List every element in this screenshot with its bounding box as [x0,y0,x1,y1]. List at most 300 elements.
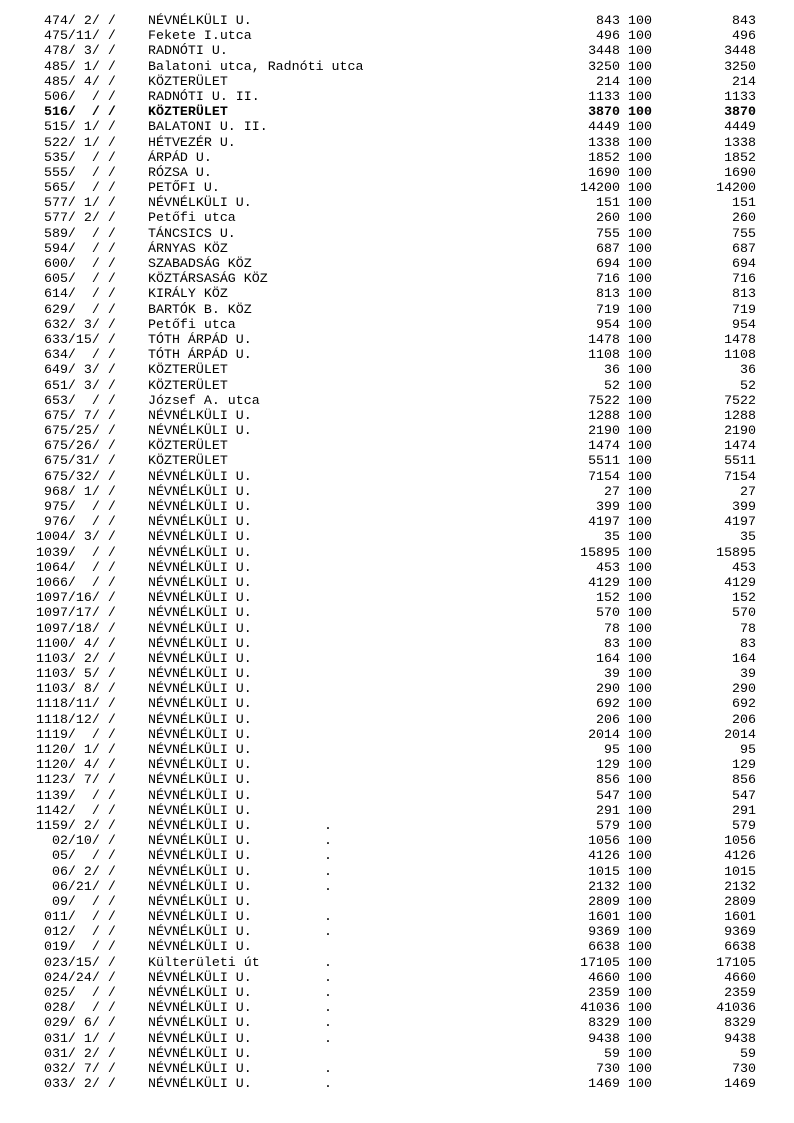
area-value-total: 1474 [724,438,756,454]
street-name: NÉVNÉLKÜLI U. [148,939,252,955]
marker-dot [324,621,332,636]
marker-dot [324,302,332,317]
table-row [36,453,794,468]
percent-value: 100 [628,104,652,120]
percent-value: 100 [628,119,652,135]
percent-value: 100 [628,499,652,514]
percent-value: 100 [628,529,652,545]
area-value: 4449 [588,119,620,135]
parcel-number: 011/ / / [36,909,116,925]
parcel-number: 577/ 1/ / [36,195,116,211]
percent-value: 100 [628,909,652,925]
table-row [36,742,794,757]
table-row [36,286,794,301]
area-value: 453 [596,559,620,575]
area-value: 7154 [588,468,620,484]
parcel-number: 485/ 4/ / [36,73,116,89]
street-name: NÉVNÉLKÜLI U. [148,878,252,894]
marker-dot [324,104,332,119]
street-name: NÉVNÉLKÜLI U. [148,696,252,712]
parcel-number: 594/ / / [36,240,116,256]
street-name: NÉVNÉLKÜLI U. [148,1030,252,1046]
table-row [36,939,794,954]
street-name: NÉVNÉLKÜLI U. [148,817,252,833]
area-value: 692 [596,696,620,712]
table-row [36,560,794,575]
parcel-number: 516/ / / [36,104,116,120]
area-value: 4660 [588,969,620,985]
table-row [36,180,794,195]
percent-value: 100 [628,195,652,211]
percent-value: 100 [628,149,652,165]
table-row [36,1015,794,1030]
area-value: 1690 [588,164,620,180]
marker-dot [324,545,332,560]
area-value-total: 4126 [724,848,756,864]
parcel-number: 634/ / / [36,347,116,363]
area-value-total: 290 [732,681,756,697]
percent-value: 100 [628,635,652,651]
table-row [36,1000,794,1015]
percent-value: 100 [628,711,652,727]
percent-value: 100 [628,180,652,196]
parcel-number: 565/ / / [36,180,116,196]
percent-value: 100 [628,225,652,241]
area-value: 954 [596,316,620,332]
area-value-total: 9438 [724,1030,756,1046]
area-value: 2359 [588,985,620,1000]
area-value: 5511 [588,453,620,469]
table-row [36,666,794,681]
area-value-total: 1601 [724,909,756,925]
area-value: 27 [604,483,620,499]
area-value: 83 [604,635,620,651]
street-name: KIRÁLY KÖZ [148,286,228,302]
area-value: 1601 [588,909,620,925]
percent-value: 100 [628,954,652,970]
street-name: KÖZTERÜLET [148,104,228,120]
area-value: 1469 [588,1076,620,1092]
table-row [36,514,794,529]
marker-dot [324,135,332,150]
area-value: 1056 [588,833,620,849]
marker-dot [324,772,332,787]
area-value-total: 8329 [724,1015,756,1031]
parcel-number: 1142/ / / [36,802,116,818]
street-area-table [36,13,794,1091]
marker-dot [324,165,332,180]
street-name: NÉVNÉLKÜLI U. [148,650,252,666]
area-value-total: 716 [732,271,756,287]
percent-value: 100 [628,574,652,590]
percent-value: 100 [628,1030,652,1046]
street-name: NÉVNÉLKÜLI U. [148,969,252,985]
marker-dot [324,590,332,605]
parcel-number: 012/ / / [36,924,116,940]
street-name: NÉVNÉLKÜLI U. [148,833,252,849]
area-value: 39 [604,666,620,682]
area-value-total: 755 [732,225,756,241]
table-row [36,894,794,909]
marker-dot: . [324,954,332,970]
street-name: TÓTH ÁRPÁD U. [148,331,252,347]
area-value-total: 27 [740,483,756,499]
parcel-number: 024/24/ / [36,969,116,985]
marker-dot [324,347,332,362]
parcel-number: 614/ / / [36,286,116,302]
marker-dot: . [324,985,332,1000]
area-value-total: 6638 [724,939,756,955]
parcel-number: 1097/17/ / [36,605,116,621]
street-name: NÉVNÉLKÜLI U. [148,559,252,575]
area-value: 2190 [588,423,620,439]
table-row [36,803,794,818]
percent-value: 100 [628,969,652,985]
parcel-number: 976/ / / [36,514,116,530]
parcel-number: 06/ 2/ / [36,863,116,879]
area-value: 813 [596,286,620,302]
marker-dot [324,226,332,241]
area-value-total: 496 [732,28,756,44]
street-name: NÉVNÉLKÜLI U. [148,787,252,803]
area-value-total: 453 [732,559,756,575]
area-value-total: 1288 [724,407,756,423]
percent-value: 100 [628,423,652,439]
percent-value: 100 [628,73,652,89]
parcel-number: 06/21/ / [36,878,116,894]
street-name: József A. utca [148,392,260,408]
area-value: 4129 [588,574,620,590]
area-value: 755 [596,225,620,241]
percent-value: 100 [628,377,652,393]
marker-dot [324,210,332,225]
percent-value: 100 [628,438,652,454]
street-name: KÖZTERÜLET [148,438,228,454]
percent-value: 100 [628,28,652,44]
area-value-total: 260 [732,210,756,226]
parcel-number: 577/ 2/ / [36,210,116,226]
area-value-total: 1690 [724,164,756,180]
area-value-total: 4449 [724,119,756,135]
marker-dot: . [324,863,332,879]
table-row [36,727,794,742]
area-value-total: 2014 [724,726,756,742]
table-row [36,1046,794,1061]
area-value-total: 2809 [724,893,756,909]
parcel-number: 675/32/ / [36,468,116,484]
percent-value: 100 [628,514,652,530]
table-row [36,438,794,453]
area-value-total: 3448 [724,43,756,59]
marker-dot [324,195,332,210]
parcel-number: 1120/ 1/ / [36,742,116,757]
area-value-total: 214 [732,73,756,89]
table-row [36,879,794,894]
table-row [36,545,794,560]
table-row [36,696,794,711]
percent-value: 100 [628,757,652,773]
percent-value: 100 [628,453,652,469]
area-value-total: 39 [740,666,756,682]
table-row [36,43,794,58]
parcel-number: 028/ / / [36,1000,116,1016]
area-value-total: 719 [732,301,756,317]
area-value: 95 [604,742,620,757]
table-row [36,864,794,879]
table-row [36,484,794,499]
table-row [36,1031,794,1046]
street-name: NÉVNÉLKÜLI U. [148,544,252,560]
street-name: RÓZSA U. [148,164,212,180]
area-value: 15895 [580,544,620,560]
parcel-number: 1159/ 2/ / [36,817,116,833]
percent-value: 100 [628,802,652,818]
marker-dot [324,362,332,377]
table-row [36,378,794,393]
area-value: 59 [604,1045,620,1061]
area-value: 9438 [588,1030,620,1046]
area-value: 291 [596,802,620,818]
percent-value: 100 [628,286,652,302]
street-name: NÉVNÉLKÜLI U. [148,1045,252,1061]
area-value-total: 2190 [724,423,756,439]
parcel-number: 029/ 6/ / [36,1015,116,1031]
street-name: NÉVNÉLKÜLI U. [148,620,252,636]
table-row [36,848,794,863]
street-name: NÉVNÉLKÜLI U. [148,681,252,697]
marker-dot: . [324,924,332,940]
table-row [36,59,794,74]
percent-value: 100 [628,1015,652,1031]
table-row [36,529,794,544]
table-row [36,241,794,256]
percent-value: 100 [628,696,652,712]
street-name: NÉVNÉLKÜLI U. [148,742,252,757]
percent-value: 100 [628,43,652,59]
percent-value: 100 [628,1076,652,1092]
area-value-total: 813 [732,286,756,302]
parcel-number: 1097/16/ / [36,590,116,606]
street-name: RADNÓTI U. [148,43,228,59]
street-name: NÉVNÉLKÜLI U. [148,757,252,773]
area-value-total: 579 [732,817,756,833]
marker-dot [324,499,332,514]
parcel-number: 1118/12/ / [36,711,116,727]
percent-value: 100 [628,681,652,697]
area-value: 1478 [588,331,620,347]
street-name: NÉVNÉLKÜLI U. [148,1000,252,1016]
street-name: TÓTH ÁRPÁD U. [148,347,252,363]
marker-dot: . [324,833,332,849]
street-name: NÉVNÉLKÜLI U. [148,590,252,606]
percent-value: 100 [628,483,652,499]
area-value: 2014 [588,726,620,742]
table-row [36,590,794,605]
area-value: 694 [596,256,620,271]
percent-value: 100 [628,666,652,682]
percent-value: 100 [628,316,652,332]
marker-dot [324,271,332,286]
area-value: 856 [596,772,620,788]
street-name: KÖZTERÜLET [148,362,228,378]
area-value-total: 206 [732,711,756,727]
marker-dot [324,28,332,43]
table-row [36,271,794,286]
area-value-total: 35 [740,529,756,545]
street-name: Külterületi út [148,954,260,970]
percent-value: 100 [628,271,652,287]
marker-dot [324,150,332,165]
marker-dot [324,605,332,620]
table-row [36,499,794,514]
area-value-total: 36 [740,362,756,378]
percent-value: 100 [628,331,652,347]
table-row [36,985,794,1000]
area-value: 4126 [588,848,620,864]
street-name: NÉVNÉLKÜLI U. [148,711,252,727]
table-row [36,150,794,165]
table-row [36,408,794,423]
area-value: 687 [596,240,620,256]
percent-value: 100 [628,742,652,757]
marker-dot: . [324,969,332,985]
area-value-total: 1852 [724,149,756,165]
area-value-total: 129 [732,757,756,773]
parcel-number: 478/ 3/ / [36,43,116,59]
area-value: 78 [604,620,620,636]
area-value: 719 [596,301,620,317]
area-value-total: 4660 [724,969,756,985]
area-value-total: 3870 [724,104,756,120]
area-value: 730 [596,1060,620,1076]
street-name: SZABADSÁG KÖZ [148,256,252,271]
street-name: HÉTVEZÉR U. [148,134,236,150]
table-row [36,393,794,408]
marker-dot: . [324,909,332,925]
marker-dot: . [324,817,332,833]
marker-dot [324,256,332,271]
percent-value: 100 [628,559,652,575]
marker-dot [324,59,332,74]
marker-dot [324,560,332,575]
street-name: ÁRPÁD U. [148,149,212,165]
percent-value: 100 [628,164,652,180]
area-value-total: 843 [732,13,756,28]
parcel-number: 02/10/ / [36,833,116,849]
parcel-number: 023/15/ / [36,954,116,970]
marker-dot [324,696,332,711]
area-value-total: 730 [732,1060,756,1076]
area-value-total: 954 [732,316,756,332]
parcel-number: 1139/ / / [36,787,116,803]
area-value-total: 9369 [724,924,756,940]
area-value: 41036 [580,1000,620,1016]
area-value-total: 1108 [724,347,756,363]
parcel-number: 649/ 3/ / [36,362,116,378]
parcel-number: 1039/ / / [36,544,116,560]
street-name: NÉVNÉLKÜLI U. [148,1015,252,1031]
table-row [36,955,794,970]
area-value-total: 14200 [716,180,756,196]
percent-value: 100 [628,924,652,940]
street-name: KÖZTERÜLET [148,73,228,89]
area-value-total: 1469 [724,1076,756,1092]
table-row [36,423,794,438]
area-value: 14200 [580,180,620,196]
table-row [36,347,794,362]
area-value: 1338 [588,134,620,150]
table-row [36,757,794,772]
parcel-number: 474/ 2/ / [36,13,116,28]
area-value-total: 692 [732,696,756,712]
area-value-total: 2132 [724,878,756,894]
street-name: NÉVNÉLKÜLI U. [148,483,252,499]
table-row [36,970,794,985]
table-row [36,818,794,833]
area-value-total: 399 [732,499,756,514]
percent-value: 100 [628,392,652,408]
table-row [36,28,794,43]
table-row [36,575,794,590]
table-row [36,833,794,848]
parcel-number: 1100/ 4/ / [36,635,116,651]
parcel-number: 968/ 1/ / [36,483,116,499]
percent-value: 100 [628,848,652,864]
percent-value: 100 [628,468,652,484]
area-value: 1015 [588,863,620,879]
parcel-number: 485/ 1/ / [36,58,116,74]
area-value-total: 291 [732,802,756,818]
marker-dot [324,408,332,423]
street-name: PETŐFI U. [148,180,220,196]
marker-dot [324,788,332,803]
area-value-total: 1056 [724,833,756,849]
area-value: 35 [604,529,620,545]
street-name: NÉVNÉLKÜLI U. [148,13,252,28]
area-value: 1133 [588,88,620,104]
area-value: 151 [596,195,620,211]
marker-dot [324,423,332,438]
table-row [36,681,794,696]
area-value: 570 [596,605,620,621]
parcel-number: 025/ / / [36,985,116,1000]
area-value: 2809 [588,893,620,909]
area-value-total: 856 [732,772,756,788]
percent-value: 100 [628,1045,652,1061]
parcel-number: 09/ / / [36,893,116,909]
percent-value: 100 [628,863,652,879]
street-name: NÉVNÉLKÜLI U. [148,605,252,621]
marker-dot [324,529,332,544]
table-row [36,165,794,180]
marker-dot [324,666,332,681]
street-name: RADNÓTI U. II. [148,88,260,104]
area-value-total: 1133 [724,88,756,104]
parcel-number: 506/ / / [36,88,116,104]
parcel-number: 675/26/ / [36,438,116,454]
area-value: 36 [604,362,620,378]
street-name: NÉVNÉLKÜLI U. [148,726,252,742]
parcel-number: 632/ 3/ / [36,316,116,332]
street-name: NÉVNÉLKÜLI U. [148,1076,252,1092]
parcel-number: 1066/ / / [36,574,116,590]
marker-dot [324,575,332,590]
parcel-number: 1118/11/ / [36,696,116,712]
area-value-total: 17105 [716,954,756,970]
area-value-total: 687 [732,240,756,256]
area-value-total: 7522 [724,392,756,408]
street-name: TÁNCSICS U. [148,225,236,241]
